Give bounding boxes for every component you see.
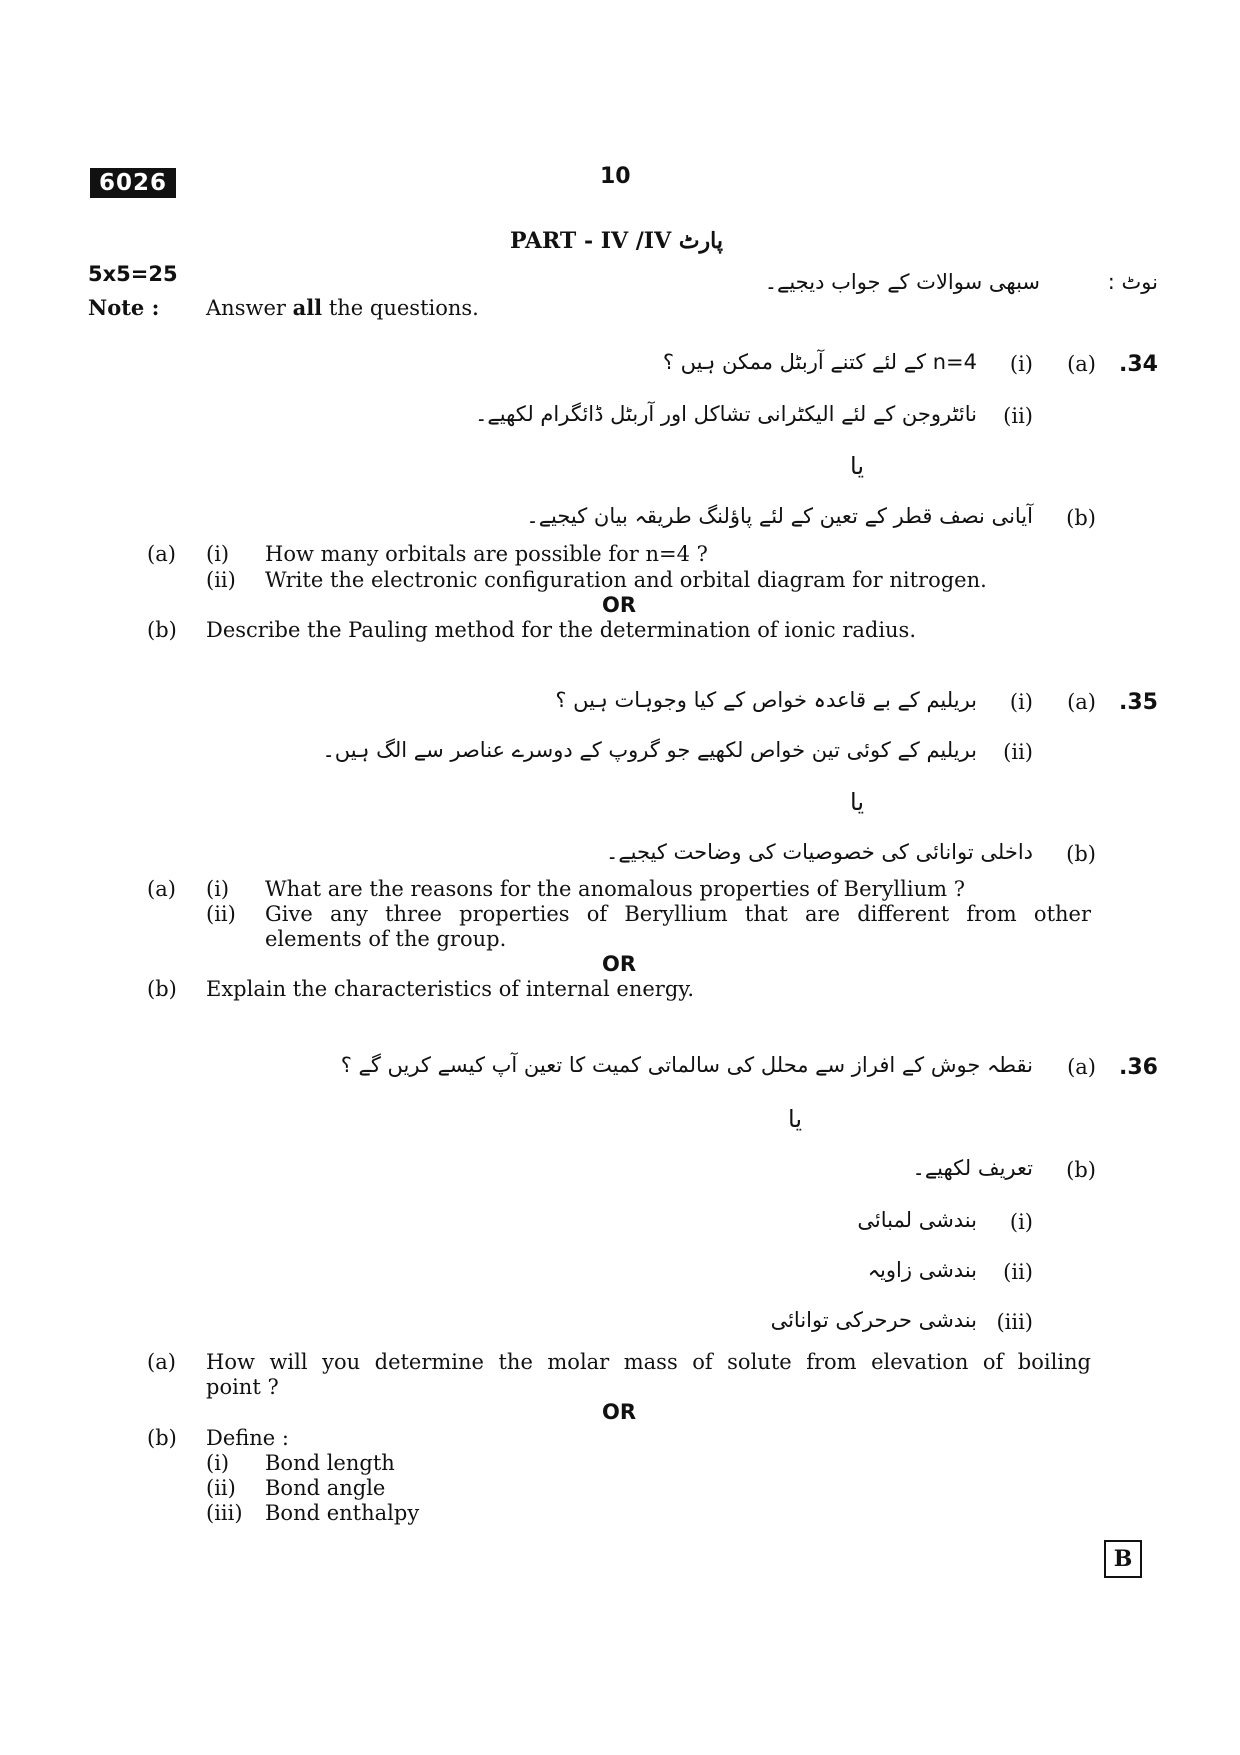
q34-urdu-b-text: آیانی نصف قطر کے تعین کے لئے پاؤلنگ طریقہ بیان کیجیے۔ [526,504,1033,528]
q34-urdu-a-label: (a) [1067,352,1096,376]
note-prefix: Answer [206,296,293,320]
q34-urdu-ii-text: نائٹروجن کے لئے الیکٹرانی تشاکل اور آربٹل ڈائگرام لکھیے۔ [475,402,977,426]
q34-b-label: (b) [147,618,177,642]
q36-or: OR [602,1400,637,1424]
q35-urdu-or: یا [850,788,864,816]
q35-urdu-i-label: (i) [1009,690,1033,714]
q36-urdu-iii-text: بندشی حرحرکی توانائی [770,1308,977,1332]
q36-i-label: (i) [206,1451,230,1475]
q35-or: OR [602,952,637,976]
q35-ii-text-line2: elements of the group. [265,927,507,951]
q36-urdu-or: یا [788,1105,802,1133]
q36-urdu-i-label: (i) [1009,1210,1033,1234]
note-label: Note : [88,295,160,320]
q35-ii-text-line1: Give any three properties of Beryllium that are different from other [265,902,1091,926]
note-text [206,295,479,320]
q35-b-text: Explain the characteristics of internal energy. [206,977,695,1001]
q35-b-label: (b) [147,977,177,1001]
q34-ii-label: (ii) [206,568,236,592]
q36-iii-text: Bond enthalpy [265,1501,420,1525]
q34-urdu-b-label: (b) [1066,506,1096,530]
q34-a-label: (a) [147,542,176,566]
q36-urdu-iii-label: (iii) [996,1310,1033,1334]
q35-urdu-b-label: (b) [1066,842,1096,866]
q35-a-label: (a) [147,877,176,901]
urdu-note-label: نوٹ : [1107,270,1158,294]
q35-i-text: What are the reasons for the anomalous properties of Beryllium ? [265,877,965,901]
q35-urdu-ii-text: بریلیم کے کوئی تین خواص لکھیے جو گروپ کے دوسرے عناصر سے الگ ہیں۔ [322,738,977,762]
note-bold: all [292,295,323,320]
q34-i-label: (i) [206,542,230,566]
q36-urdu-ii-text: بندشی زاویہ [867,1258,977,1282]
q36-urdu-a-text: نقطہ جوش کے افراز سے محلل کی سالماتی کمیت کا تعین آپ کیسے کریں گے ؟ [340,1053,1033,1077]
q36-b-label: (b) [147,1426,177,1450]
note-suffix: the questions. [322,296,479,320]
q36-ii-label: (ii) [206,1476,236,1500]
q35-urdu-b-text: داخلی توانائی کی خصوصیات کی وضاحت کیجیے۔ [606,840,1033,864]
q36-a-text-line2: point ? [206,1375,279,1399]
q35-urdu-a-label: (a) [1067,690,1096,714]
q34-urdu-i-text: n=4 کے لئے کتنے آربٹل ممکن ہیں ؟ [662,350,977,374]
q34-ii-text: Write the electronic configuration and orbital diagram for nitrogen. [265,568,987,592]
part-title: PART - IV /IV پارٹ [510,228,723,254]
q36-a-text-line1: How will you determine the molar mass of solute from elevation of boiling [206,1350,1091,1374]
q34-urdu-or: یا [850,452,864,480]
q35-ii-label: (ii) [206,902,236,926]
question-number-34: .34 [1119,352,1158,377]
q34-urdu-ii-label: (ii) [1003,404,1033,428]
q34-b-text: Describe the Pauling method for the determination of ionic radius. [206,618,917,642]
q36-urdu-ii-label: (ii) [1003,1260,1033,1284]
question-number-35: .35 [1119,690,1158,715]
q36-a-label: (a) [147,1350,176,1374]
q36-ii-text: Bond angle [265,1476,386,1500]
q36-urdu-a-label: (a) [1067,1055,1096,1079]
q36-i-text: Bond length [265,1451,395,1475]
q36-urdu-i-text: بندشی لمبائی [857,1208,977,1232]
q34-i-text: How many orbitals are possible for n=4 ? [265,542,708,566]
paper-code-badge: 6026 [90,168,176,198]
urdu-note: سبھی سوالات کے جواب دیجیے۔ [764,270,1040,294]
q34-or: OR [602,593,637,617]
question-number-36: .36 [1119,1055,1158,1080]
q36-iii-label: (iii) [206,1501,243,1525]
q34-urdu-i-label: (i) [1009,352,1033,376]
page-number: 10 [600,164,631,189]
q35-urdu-ii-label: (ii) [1003,740,1033,764]
booklet-code-box: B [1104,1540,1142,1578]
q36-urdu-b-text: تعریف لکھیے۔ [912,1156,1033,1180]
marks-scheme: 5x5=25 [88,262,178,286]
q36-urdu-b-label: (b) [1066,1158,1096,1182]
q35-i-label: (i) [206,877,230,901]
q36-b-text: Define : [206,1426,289,1450]
q35-urdu-i-text: بریلیم کے بے قاعدہ خواص کے کیا وجوہات ہیں ؟ [555,688,977,712]
